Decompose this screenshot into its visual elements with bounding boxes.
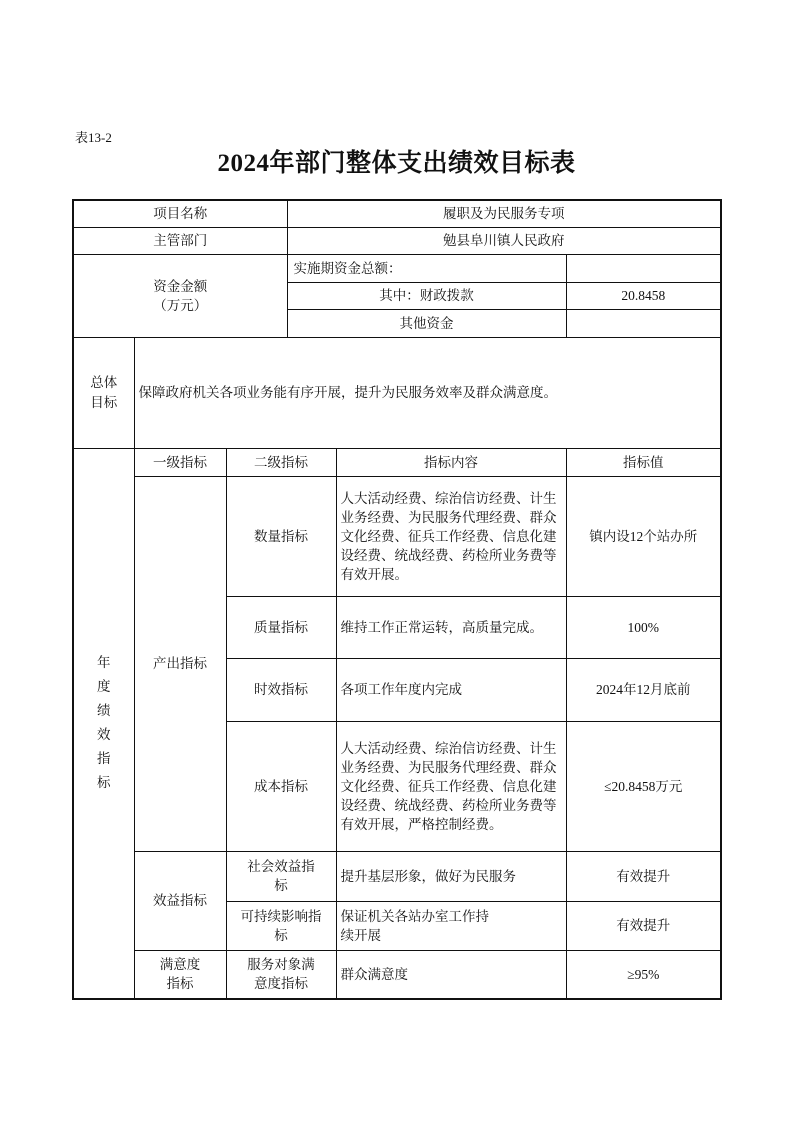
level2-cell: 质量指标 [226, 596, 336, 658]
value-cell: ≥95% [566, 950, 721, 999]
page-title: 2024年部门整体支出绩效目标表 [217, 150, 576, 177]
group-benefit: 效益指标 [134, 851, 226, 950]
department-label: 主管部门 [73, 227, 287, 254]
department-value: 勉县阜川镇人民政府 [287, 227, 721, 254]
value-cell: 有效提升 [566, 901, 721, 950]
content-cell: 人大活动经费、综治信访经费、计生业务经费、为民服务代理经费、群众文化经费、征兵工作经费、信息化建设经费、统战经费、药检所业务费等有效开展。 [336, 476, 566, 596]
header-level1: 一级指标 [134, 448, 226, 476]
value-cell: 有效提升 [566, 851, 721, 901]
performance-table [72, 199, 722, 1000]
fiscal-funding-value: 20.8458 [566, 282, 721, 309]
level2-cell: 成本指标 [226, 721, 336, 851]
total-funding-value [566, 254, 721, 282]
content-cell: 各项工作年度内完成 [336, 658, 566, 721]
header-level2: 二级指标 [226, 448, 336, 476]
table-row [73, 950, 721, 999]
other-funding-value [566, 309, 721, 337]
content-text: 保证机关各站办室工作持续开展 [340, 908, 490, 943]
fiscal-funding-label: 其中：财政拨款 [287, 282, 566, 309]
project-name-value: 履职及为民服务专项 [287, 200, 721, 227]
total-funding-label: 实施期资金总额： [287, 254, 566, 282]
level2-text: 服务对象满意度指标 [247, 957, 315, 992]
table-row [73, 851, 721, 901]
level2-text: 社会效益指标 [247, 859, 315, 893]
annual-indicators-label [73, 448, 134, 999]
value-cell: 2024年12月底前 [566, 658, 721, 721]
content-cell: 人大活动经费、综治信访经费、计生业务经费、为民服务代理经费、群众文化经费、征兵工作经费、信息化建设经费、统战经费、药检所业务费等有效开展，严格控制经费。 [336, 721, 566, 851]
funding-unit: （万元） [153, 297, 208, 313]
annual-indicators-label-text: 年度绩效指标 [97, 655, 111, 791]
value-cell: ≤20.8458万元 [566, 721, 721, 851]
group-output: 产出指标 [134, 476, 226, 851]
level2-cell: 时效指标 [226, 658, 336, 721]
group-satisfaction-text: 满意度指标 [159, 957, 201, 992]
value-cell: 镇内设12个站办所 [566, 476, 721, 596]
overall-goal-label-text: 总体目标 [90, 374, 118, 410]
funding-label [73, 254, 287, 337]
content-cell [336, 901, 566, 950]
overall-goal-value: 保障政府机关各项业务能有序开展，提升为民服务效率及群众满意度。 [134, 337, 721, 448]
other-funding-label: 其他资金 [287, 309, 566, 337]
group-satisfaction [134, 950, 226, 999]
content-cell: 群众满意度 [336, 950, 566, 999]
level2-cell [226, 901, 336, 950]
header-content: 指标内容 [336, 448, 566, 476]
level2-cell [226, 950, 336, 999]
table-number: 表13-2 [75, 130, 112, 145]
level2-cell: 数量指标 [226, 476, 336, 596]
level2-text: 可持续影响指标 [240, 908, 322, 943]
table-row [73, 476, 721, 596]
value-cell: 100% [566, 596, 721, 658]
header-value: 指标值 [566, 448, 721, 476]
level2-cell [226, 851, 336, 901]
funding-label-text: 资金金额 [153, 278, 208, 294]
content-cell: 提升基层形象，做好为民服务 [336, 851, 566, 901]
content-cell: 维持工作正常运转，高质量完成。 [336, 596, 566, 658]
project-name-label: 项目名称 [73, 200, 287, 227]
overall-goal-label [73, 337, 134, 448]
